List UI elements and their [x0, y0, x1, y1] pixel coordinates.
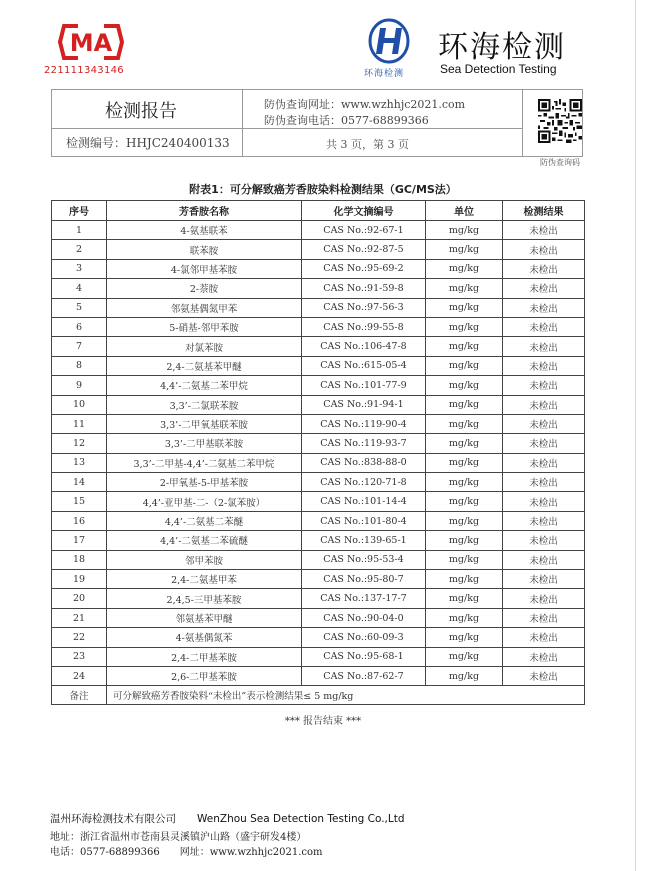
cell-result: 未检出: [503, 550, 585, 569]
header-name: 芳香胺名称: [107, 201, 302, 221]
cell-seq: 20: [52, 589, 107, 608]
cell-seq: 3: [52, 259, 107, 278]
qr-code-icon: [538, 96, 582, 146]
cell-cas: CAS No.:106-47-8: [302, 337, 426, 356]
header-seq: 序号: [52, 201, 107, 221]
cell-result: 未检出: [503, 259, 585, 278]
cell-name: 3,3’-二甲基-4,4’-二氨基二苯甲烷: [107, 453, 302, 472]
cell-result: 未检出: [503, 608, 585, 627]
cell-name: 4,4’-二氨基二苯硫醚: [107, 531, 302, 550]
cell-cas: CAS No.:90-04-0: [302, 608, 426, 627]
company-logo-icon: [368, 18, 410, 64]
cell-cas: CAS No.:60-09-3: [302, 628, 426, 647]
cell-result: 未检出: [503, 453, 585, 472]
cell-seq: 21: [52, 608, 107, 627]
table-header-row: [52, 201, 585, 221]
cell-name: 2-甲氧基-5-甲基苯胺: [107, 473, 302, 492]
cell-seq: 11: [52, 414, 107, 433]
table-row: [52, 337, 585, 356]
table-row: [52, 317, 585, 336]
cell-cas: CAS No.:95-80-7: [302, 570, 426, 589]
cell-unit: mg/kg: [426, 221, 503, 240]
cell-cas: CAS No.:119-93-7: [302, 434, 426, 453]
verify-url: 防伪查询网址：www.wzhhjc2021.com: [264, 98, 466, 111]
cell-cas: CAS No.:101-77-9: [302, 376, 426, 395]
cell-name: 邻甲苯胺: [107, 550, 302, 569]
cell-name: 2,4-二氨基甲苯: [107, 570, 302, 589]
cell-cas: CAS No.:92-67-1: [302, 221, 426, 240]
cell-result: 未检出: [503, 279, 585, 298]
cell-name: 4,4’-二氨基二苯醚: [107, 511, 302, 530]
cell-result: 未检出: [503, 473, 585, 492]
cell-cas: CAS No.:91-94-1: [302, 395, 426, 414]
cell-unit: mg/kg: [426, 570, 503, 589]
page-edge-divider: [635, 0, 636, 871]
cell-unit: mg/kg: [426, 434, 503, 453]
cell-name: 4-氯邻甲基苯胺: [107, 259, 302, 278]
cell-unit: mg/kg: [426, 531, 503, 550]
cell-result: 未检出: [503, 356, 585, 375]
cell-unit: mg/kg: [426, 473, 503, 492]
cell-seq: 8: [52, 356, 107, 375]
table-row: [52, 608, 585, 627]
cell-seq: 5: [52, 298, 107, 317]
cell-unit: mg/kg: [426, 298, 503, 317]
cma-text: MA: [69, 29, 113, 57]
cell-seq: 1: [52, 221, 107, 240]
report-end-text: *** 报告结束 ***: [284, 716, 362, 727]
cell-seq: 15: [52, 492, 107, 511]
cell-unit: mg/kg: [426, 376, 503, 395]
cell-cas: CAS No.:101-14-4: [302, 492, 426, 511]
cell-unit: mg/kg: [426, 414, 503, 433]
cell-cas: CAS No.:119-90-4: [302, 414, 426, 433]
cell-name: 对氯苯胺: [107, 337, 302, 356]
table-row: [52, 628, 585, 647]
table-row: [52, 589, 585, 608]
cell-seq: 2: [52, 240, 107, 259]
cell-cas: CAS No.:615-05-4: [302, 356, 426, 375]
footer-company: 温州环海检测技术有限公司 WenZhou Sea Detection Testing Co.,Ltd: [50, 813, 405, 825]
cell-seq: 6: [52, 317, 107, 336]
cell-result: 未检出: [503, 666, 585, 685]
table-row: [52, 570, 585, 589]
table-row: [52, 473, 585, 492]
cell-unit: mg/kg: [426, 608, 503, 627]
cma-number: 221111343146: [44, 65, 124, 76]
table-row: [52, 531, 585, 550]
cell-cas: CAS No.:120-71-8: [302, 473, 426, 492]
report-title: 检测报告: [105, 101, 177, 122]
cell-result: 未检出: [503, 434, 585, 453]
cell-name: 2,4,5-三甲基苯胺: [107, 589, 302, 608]
cell-cas: CAS No.:87-62-7: [302, 666, 426, 685]
header-result: 检测结果: [503, 201, 585, 221]
table-row: [52, 647, 585, 666]
cell-seq: 17: [52, 531, 107, 550]
cell-unit: mg/kg: [426, 511, 503, 530]
note-text: 可分解致癌芳香胺染料“未检出”表示检测结果≤ 5 mg/kg: [107, 686, 585, 705]
cell-seq: 16: [52, 511, 107, 530]
cell-result: 未检出: [503, 376, 585, 395]
cell-result: 未检出: [503, 395, 585, 414]
table-row: [52, 221, 585, 240]
table-row: [52, 240, 585, 259]
cell-seq: 4: [52, 279, 107, 298]
result-table: [51, 200, 585, 705]
table-row: [52, 414, 585, 433]
cell-name: 5-硝基-邻甲苯胺: [107, 317, 302, 336]
cell-name: 3,3’-二甲基联苯胺: [107, 434, 302, 453]
cell-cas: CAS No.:139-65-1: [302, 531, 426, 550]
cell-name: 2,4-二甲基苯胺: [107, 647, 302, 666]
cell-result: 未检出: [503, 511, 585, 530]
cell-name: 2-萘胺: [107, 279, 302, 298]
table-row: [52, 259, 585, 278]
cell-unit: mg/kg: [426, 628, 503, 647]
cell-result: 未检出: [503, 531, 585, 550]
cell-unit: mg/kg: [426, 589, 503, 608]
cell-name: 4-氨基偶氮苯: [107, 628, 302, 647]
cell-result: 未检出: [503, 298, 585, 317]
cell-seq: 19: [52, 570, 107, 589]
table-row: [52, 298, 585, 317]
cell-result: 未检出: [503, 337, 585, 356]
header-cas: 化学文摘编号: [302, 201, 426, 221]
table-body: [52, 221, 585, 705]
table-row: [52, 356, 585, 375]
cell-unit: mg/kg: [426, 550, 503, 569]
cell-unit: mg/kg: [426, 647, 503, 666]
cell-unit: mg/kg: [426, 492, 503, 511]
cell-unit: mg/kg: [426, 666, 503, 685]
company-name: 环海检测: [438, 30, 566, 65]
cma-logo: [58, 22, 124, 62]
cell-result: 未检出: [503, 647, 585, 666]
cell-cas: CAS No.:95-68-1: [302, 647, 426, 666]
table-row: [52, 376, 585, 395]
page-info: 共 3 页，第 3 页: [326, 138, 409, 151]
cell-name: 4,4’-亚甲基-二-（2-氯苯胺）: [107, 492, 302, 511]
footer-address: 地址：浙江省温州市苍南县灵溪镇沪山路（盛宇研发4楼）: [50, 832, 307, 843]
cell-seq: 12: [52, 434, 107, 453]
cell-seq: 24: [52, 666, 107, 685]
cell-name: 2,6-二甲基苯胺: [107, 666, 302, 685]
header-unit: 单位: [426, 201, 503, 221]
cell-name: 4,4’-二氨基二苯甲烷: [107, 376, 302, 395]
cell-cas: CAS No.:137-17-7: [302, 589, 426, 608]
cell-result: 未检出: [503, 221, 585, 240]
cell-seq: 14: [52, 473, 107, 492]
cell-unit: mg/kg: [426, 395, 503, 414]
cell-unit: mg/kg: [426, 453, 503, 472]
cell-result: 未检出: [503, 317, 585, 336]
cell-seq: 23: [52, 647, 107, 666]
company-name-en: Sea Detection Testing: [440, 62, 557, 76]
cell-seq: 9: [52, 376, 107, 395]
cell-name: 邻氨基偶氮甲苯: [107, 298, 302, 317]
table-row: [52, 492, 585, 511]
cell-seq: 10: [52, 395, 107, 414]
company-logo-text: 环海检测: [364, 69, 405, 79]
cell-unit: mg/kg: [426, 259, 503, 278]
table-row: [52, 279, 585, 298]
report-number: 检测编号：HHJC240400133: [66, 136, 230, 150]
cell-cas: CAS No.:99-55-8: [302, 317, 426, 336]
table-row: [52, 395, 585, 414]
cell-cas: CAS No.:95-69-2: [302, 259, 426, 278]
cell-name: 3,3’-二氯联苯胺: [107, 395, 302, 414]
cell-unit: mg/kg: [426, 356, 503, 375]
footer-contact: 电话：0577-68899366 网址：www.wzhhjc2021.com: [50, 847, 323, 858]
cell-result: 未检出: [503, 492, 585, 511]
table-row: [52, 434, 585, 453]
table-row: [52, 511, 585, 530]
cell-unit: mg/kg: [426, 317, 503, 336]
verify-phone: 防伪查询电话：0577-68899366: [264, 114, 429, 127]
cell-name: 2,4-二氨基苯甲醚: [107, 356, 302, 375]
cell-cas: CAS No.:91-59-8: [302, 279, 426, 298]
cell-result: 未检出: [503, 628, 585, 647]
cell-seq: 18: [52, 550, 107, 569]
cell-cas: CAS No.:97-56-3: [302, 298, 426, 317]
cell-seq: 22: [52, 628, 107, 647]
cell-seq: 7: [52, 337, 107, 356]
cell-result: 未检出: [503, 570, 585, 589]
cell-cas: CAS No.:92-87-5: [302, 240, 426, 259]
cell-cas: CAS No.:95-53-4: [302, 550, 426, 569]
cell-name: 联苯胺: [107, 240, 302, 259]
cell-cas: CAS No.:101-80-4: [302, 511, 426, 530]
qr-caption: 防伪查询码: [540, 158, 580, 167]
table-title: 附表1：可分解致癌芳香胺染料检测结果（GC/MS法）: [189, 183, 457, 196]
table-row: [52, 550, 585, 569]
cell-result: 未检出: [503, 414, 585, 433]
cell-name: 邻氨基苯甲醚: [107, 608, 302, 627]
cell-result: 未检出: [503, 240, 585, 259]
cell-unit: mg/kg: [426, 279, 503, 298]
cell-cas: CAS No.:838-88-0: [302, 453, 426, 472]
cell-seq: 13: [52, 453, 107, 472]
cell-result: 未检出: [503, 589, 585, 608]
cell-name: 3,3’-二甲氧基联苯胺: [107, 414, 302, 433]
note-label: 备注: [52, 686, 107, 705]
table-row: [52, 453, 585, 472]
cell-unit: mg/kg: [426, 240, 503, 259]
table-row: [52, 666, 585, 685]
note-row: [52, 686, 585, 705]
cell-name: 4-氨基联苯: [107, 221, 302, 240]
cell-unit: mg/kg: [426, 337, 503, 356]
